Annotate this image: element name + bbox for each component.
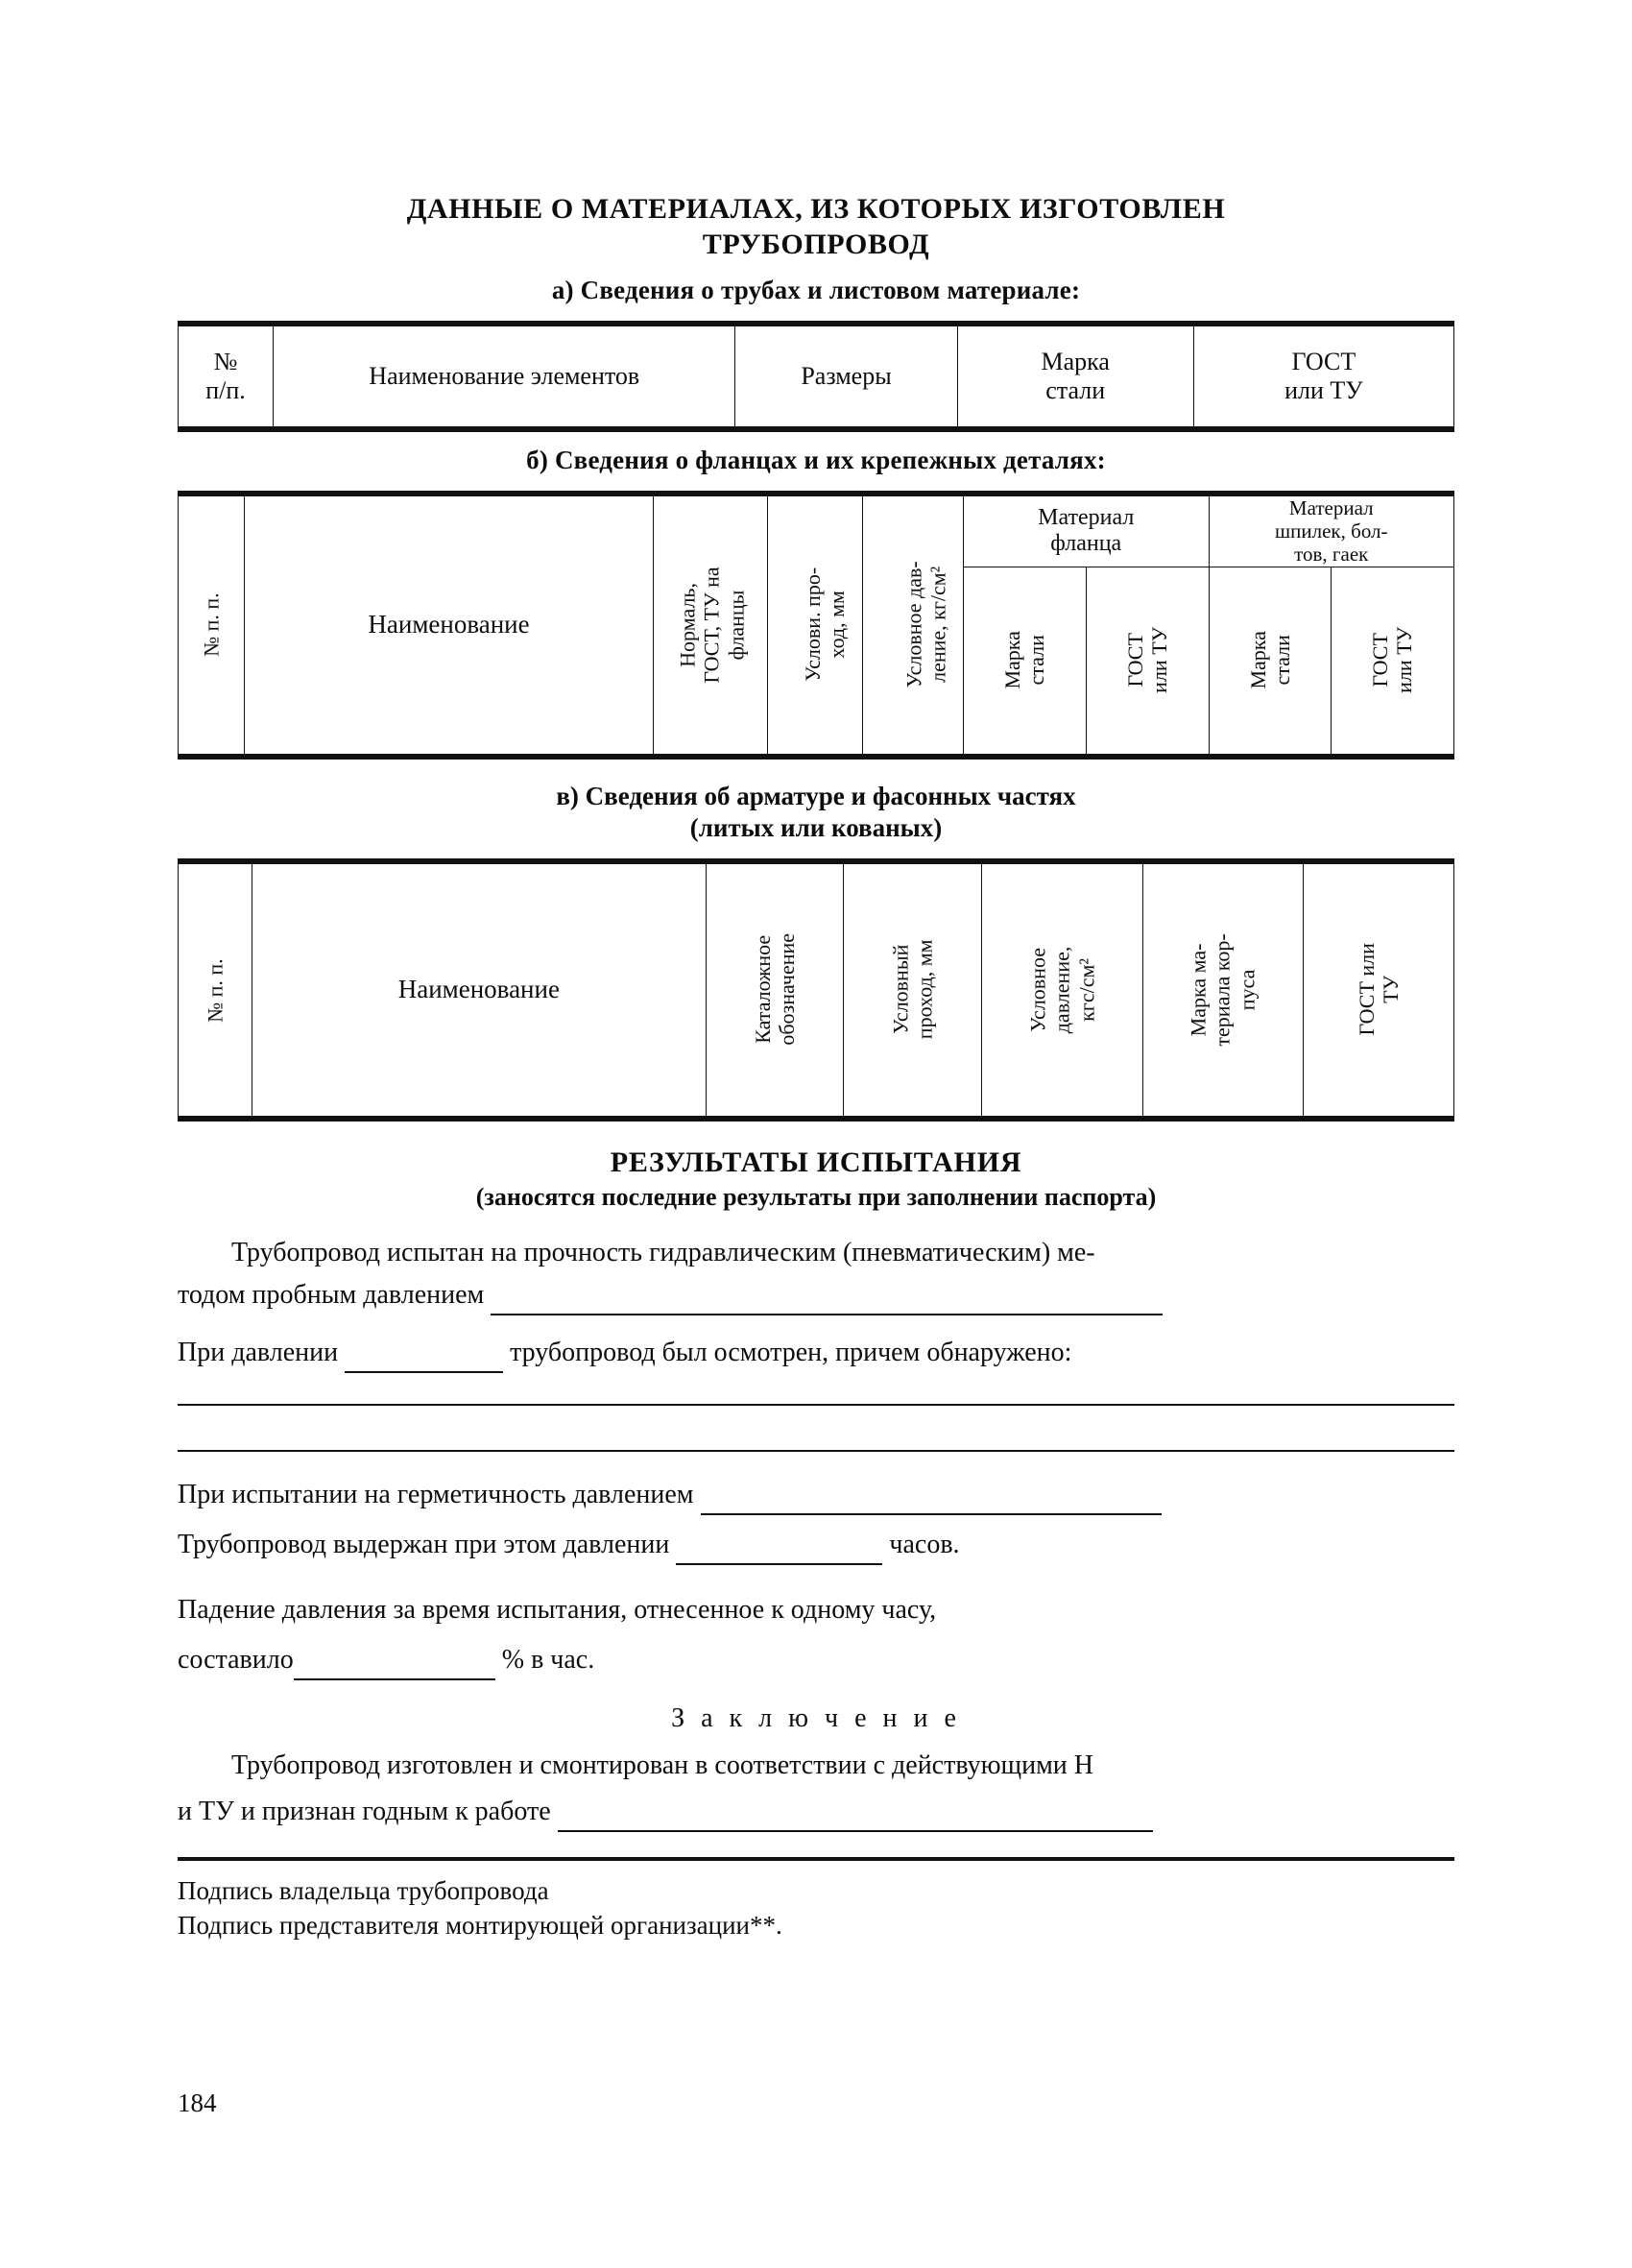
fill-blank-observation-line-1[interactable] <box>178 1375 1454 1406</box>
results-p6-a: составило <box>178 1645 294 1676</box>
table-row <box>179 326 1454 427</box>
table-b-header-num <box>179 496 245 754</box>
table-c-header-gost <box>1304 864 1454 1117</box>
table-a-header-num-l2: п/п. <box>205 376 246 405</box>
table-c-header-pressure <box>981 864 1142 1117</box>
results-title: РЕЗУЛЬТАТЫ ИСПЫТАНИЯ <box>610 1146 1022 1179</box>
table-b-header-normal-text: Нормаль, ГОСТ, ТУ на фланцы <box>675 566 749 684</box>
table-c-header-gost-text: ГОСТ или ТУ <box>1354 943 1404 1036</box>
results-p1-line2: тодом пробным давлением <box>178 1280 485 1311</box>
page-title <box>178 192 1454 262</box>
results-p6-b: % в час. <box>501 1645 595 1676</box>
table-b-group-bolts <box>1209 496 1454 567</box>
fill-blank-observation-line-2[interactable] <box>178 1421 1454 1452</box>
table-b-header-passage <box>768 496 863 754</box>
table-b-group-bolts-l2: шпилек, бол- <box>1274 519 1388 543</box>
fill-blank-pressure-value[interactable] <box>345 1346 503 1373</box>
fill-blank-test-pressure[interactable] <box>491 1285 1163 1315</box>
table-b-group-bolts-l3: тов, гаек <box>1294 543 1369 567</box>
table-a-header-gost-l1: ГОСТ <box>1291 347 1356 375</box>
table-c-header-material <box>1142 864 1304 1117</box>
table-c-header-passage <box>844 864 981 1117</box>
table-b-header-bolts-steel-text: Марка стали <box>1245 630 1294 689</box>
results-paragraph-1b <box>178 1275 1454 1315</box>
table-c-header-passage-text: Условный проход, мм <box>888 939 937 1040</box>
table-row <box>179 864 1454 1117</box>
results-paragraph-2 <box>178 1333 1454 1373</box>
table-b-header-flange-gost-text: ГОСТ или ТУ <box>1122 626 1172 693</box>
table-b-header-passage-text: Услови. про- ход, мм <box>801 567 850 682</box>
table-b-header-normal <box>654 496 768 754</box>
table-c-header-material-text: Марка ма- териала кор- пуса <box>1186 933 1260 1047</box>
section-c-heading-l2: (литых или кованых) <box>689 813 943 843</box>
table-b-group-flange-l2: фланца <box>1050 531 1122 557</box>
table-a-header-steel-l1: Марка <box>1041 347 1110 375</box>
fill-blank-conclusion[interactable] <box>558 1805 1153 1832</box>
results-p3-text: При испытании на герметичность давлением <box>178 1480 694 1510</box>
table-b-header-flange-steel <box>964 567 1087 754</box>
table-c-header-catalog-text: Каталожное обозначение <box>750 933 800 1047</box>
table-a-header-name: Наименование элементов <box>274 326 735 427</box>
results-paragraph-6 <box>178 1640 1454 1680</box>
table-b-header-name: Наименование <box>245 496 654 754</box>
section-b-heading: б) Сведения о фланцах и их крепежных деталях: <box>526 446 1106 475</box>
section-b-table-wrap <box>178 491 1454 759</box>
table-a <box>178 326 1454 427</box>
results-p5-text: Падение давления за время испытания, отнесенное к одному часу, <box>178 1595 937 1626</box>
page-title-line1: ДАННЫЕ О МАТЕРИАЛАХ, ИЗ КОТОРЫХ ИЗГОТОВЛЕН <box>406 193 1226 225</box>
results-p4-a: Трубопровод выдержан при этом давлении <box>178 1530 670 1560</box>
results-p7-text: Трубопровод изготовлен и смонтирован в соответствии с действующими Н <box>231 1750 1093 1781</box>
fill-blank-hold-hours[interactable] <box>676 1538 882 1565</box>
table-b-group-flange <box>964 496 1210 567</box>
results-paragraph-1 <box>178 1233 1454 1273</box>
signatures-divider <box>178 1857 1454 1861</box>
table-a-bottom-rule <box>178 427 1454 432</box>
table-b-header-flange-gost <box>1086 567 1209 754</box>
table-b-header-pressure <box>863 496 964 754</box>
table-b-header-bolts-gost <box>1332 567 1454 754</box>
results-p2-a: При давлении <box>178 1338 339 1368</box>
page-number: 184 <box>178 2088 217 2117</box>
table-c-header-num <box>179 864 252 1117</box>
fill-blank-drop-percent[interactable] <box>294 1653 495 1680</box>
table-a-header-steel <box>957 326 1193 427</box>
conclusion-heading: З а к л ю ч е н и е <box>671 1703 961 1734</box>
section-c-table-wrap <box>178 858 1454 1122</box>
signature-owner: Подпись владельца трубопровода <box>178 1876 549 1906</box>
table-b <box>178 495 1454 754</box>
table-b-header-bolts-gost-text: ГОСТ или ТУ <box>1368 626 1417 693</box>
results-paragraph-3 <box>178 1475 1454 1515</box>
section-c-heading <box>178 781 1454 846</box>
table-b-header-num-text: № п. п. <box>199 592 224 658</box>
table-a-header-gost-l2: или ТУ <box>1284 376 1363 405</box>
table-b-header-flange-steel-text: Марка стали <box>1000 630 1049 689</box>
results-paragraph-5 <box>178 1590 1454 1630</box>
table-c-header-name: Наименование <box>252 864 706 1117</box>
table-b-group-bolts-l1: Материал <box>1288 496 1374 520</box>
table-c-header-num-text: № п. п. <box>203 957 228 1023</box>
table-a-header-gost <box>1193 326 1453 427</box>
table-c-header-pressure-text: Условное давление, кгс/см² <box>1025 946 1098 1034</box>
fill-blank-tightness-pressure[interactable] <box>701 1488 1162 1515</box>
table-a-header-size: Размеры <box>735 326 957 427</box>
signature-installer: Подпись представителя монтирующей организации**. <box>178 1910 782 1940</box>
table-a-header-num-l1: № <box>213 347 238 375</box>
section-c-heading-l1: в) Сведения об арматуре и фасонных частях <box>556 781 1076 810</box>
table-c <box>178 863 1454 1117</box>
table-b-header-bolts-steel <box>1209 567 1332 754</box>
results-p8-a: и ТУ и признан годным к работе <box>178 1797 551 1827</box>
results-p4-b: часов. <box>889 1530 960 1560</box>
table-a-header-steel-l2: стали <box>1045 376 1106 405</box>
table-b-bottom-rule <box>178 755 1454 760</box>
section-a-heading: а) Сведения о трубах и листовом материале: <box>551 276 1081 305</box>
table-b-header-pressure-text: Условное дав- ление, кг/см² <box>901 561 951 688</box>
results-paragraph-7 <box>178 1746 1454 1786</box>
table-a-header-num <box>179 326 274 427</box>
table-c-header-catalog <box>707 864 844 1117</box>
results-subtitle: (заносятся последние результаты при заполнении паспорта) <box>475 1183 1157 1212</box>
results-paragraph-8 <box>178 1792 1454 1832</box>
table-b-group-flange-l1: Материал <box>1038 504 1135 530</box>
table-row <box>179 496 1454 567</box>
results-p1-line1: Трубопровод испытан на прочность гидравлическим (пневматическим) ме- <box>231 1238 1095 1268</box>
results-p2-b: трубопровод был осмотрен, причем обнаружено: <box>510 1338 1072 1368</box>
table-c-bottom-rule <box>178 1117 1454 1122</box>
section-a-table-wrap <box>178 321 1454 432</box>
results-paragraph-4 <box>178 1525 1454 1565</box>
page-title-line2: ТРУБОПРОВОД <box>702 228 930 260</box>
